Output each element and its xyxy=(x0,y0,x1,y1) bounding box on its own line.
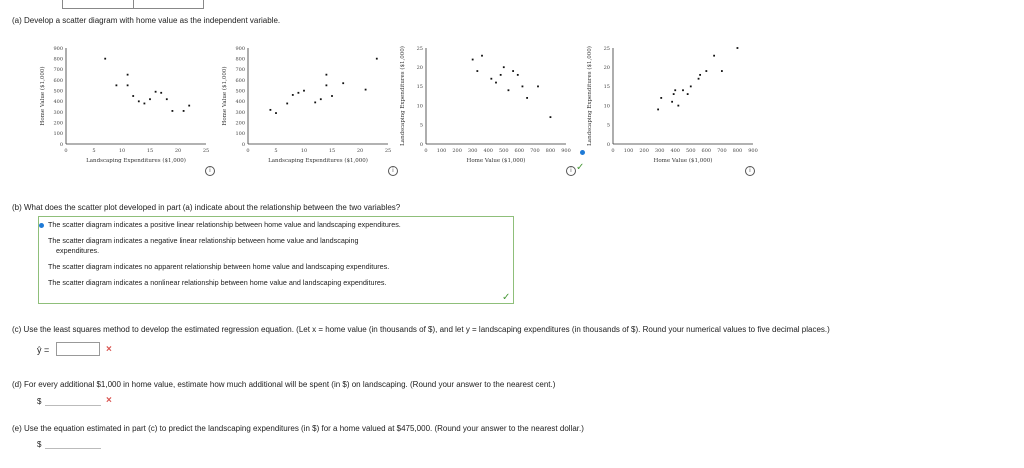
data-point xyxy=(166,98,168,100)
y-tick-label: 0 xyxy=(241,141,245,148)
x-tick-label: 900 xyxy=(748,148,758,154)
x-tick-label: 10 xyxy=(118,148,126,154)
data-point xyxy=(188,105,190,107)
y-tick-label: 400 xyxy=(53,99,63,106)
option-no-relationship[interactable]: The scatter diagram indicates no apparent relationship between home value and landscaping expenditures. xyxy=(48,262,390,271)
data-point xyxy=(172,110,174,112)
data-point xyxy=(127,74,129,76)
data-point xyxy=(144,103,146,105)
data-point xyxy=(537,86,539,88)
y-tick-label: 10 xyxy=(416,103,423,110)
scatter-option-1[interactable] xyxy=(38,40,213,165)
data-point xyxy=(673,93,675,95)
y-tick-label: 10 xyxy=(603,103,610,110)
y-tick-label: 200 xyxy=(235,120,245,127)
x-axis-label: Home Value ($1,000) xyxy=(466,158,526,164)
data-point xyxy=(270,109,272,111)
data-point xyxy=(292,94,294,96)
x-tick-label: 0 xyxy=(611,148,615,154)
data-point xyxy=(674,89,676,91)
wrong-x-icon: × xyxy=(106,344,112,355)
data-point xyxy=(138,100,140,102)
y-tick-label: 800 xyxy=(53,56,63,63)
scatter-option-3[interactable] xyxy=(398,40,576,165)
data-point xyxy=(183,110,185,112)
data-point xyxy=(320,98,322,100)
part-b-options-box xyxy=(38,216,514,304)
data-point xyxy=(698,78,700,80)
data-point xyxy=(522,86,524,88)
info-icon[interactable]: i xyxy=(205,166,215,176)
option-nonlinear[interactable]: The scatter diagram indicates a nonlinear relationship between home value and landscaping expenditures. xyxy=(48,278,387,287)
y-tick-label: 5 xyxy=(419,122,423,129)
data-point xyxy=(365,89,367,91)
data-point xyxy=(376,58,378,60)
y-tick-label: 600 xyxy=(235,77,245,84)
y-tick-label: 700 xyxy=(53,67,63,74)
data-point xyxy=(326,84,328,86)
data-point xyxy=(476,70,478,72)
data-point xyxy=(671,101,673,103)
option-positive-linear[interactable]: The scatter diagram indicates a positive linear relationship between home value and landscaping expenditures. xyxy=(48,220,401,229)
x-tick-label: 500 xyxy=(499,148,509,154)
y-tick-label: 100 xyxy=(53,131,63,138)
x-tick-label: 800 xyxy=(732,148,743,154)
currency-label: $ xyxy=(37,440,42,449)
x-tick-label: 20 xyxy=(174,148,182,154)
x-tick-label: 20 xyxy=(356,148,364,154)
data-point xyxy=(705,70,707,72)
data-point xyxy=(721,70,723,72)
y-tick-label: 20 xyxy=(603,65,610,71)
part-a-question: (a) Develop a scatter diagram with home value as the independent variable. xyxy=(12,16,281,25)
x-tick-label: 300 xyxy=(467,148,478,154)
scatter-option-4[interactable] xyxy=(585,40,760,165)
x-tick-label: 25 xyxy=(384,148,392,154)
x-tick-label: 5 xyxy=(92,148,96,154)
part-d-question: (d) For every additional $1,000 in home value, estimate how much additional will be spent (in $) on landscaping. (Round your answer to the nearest cent.) xyxy=(12,380,556,389)
option-negative-linear-cont[interactable]: expenditures. xyxy=(56,246,100,255)
y-tick-label: 0 xyxy=(59,141,63,148)
data-point xyxy=(512,70,514,72)
yhat-label: ŷ = xyxy=(37,345,50,355)
data-point xyxy=(517,74,519,76)
x-tick-label: 10 xyxy=(300,148,308,154)
x-tick-label: 300 xyxy=(654,148,665,154)
y-axis-label: Landscaping Expenditures ($1,000) xyxy=(400,46,406,146)
top-table-fragment xyxy=(62,0,204,9)
data-point xyxy=(155,91,157,93)
data-point xyxy=(690,86,692,88)
x-axis-label: Landscaping Expenditures ($1,000) xyxy=(268,158,368,164)
y-tick-label: 500 xyxy=(53,88,63,95)
y-tick-label: 700 xyxy=(235,67,245,74)
y-tick-label: 25 xyxy=(603,45,610,52)
data-point xyxy=(526,97,528,99)
data-point xyxy=(286,103,288,105)
y-tick-label: 300 xyxy=(53,109,63,116)
y-tick-label: 0 xyxy=(419,141,423,148)
y-tick-label: 200 xyxy=(53,120,63,127)
x-tick-label: 600 xyxy=(701,148,712,154)
x-tick-label: 500 xyxy=(686,148,696,154)
data-point xyxy=(342,82,344,84)
data-point xyxy=(713,55,715,57)
data-point xyxy=(160,92,162,94)
y-tick-label: 15 xyxy=(603,84,610,91)
x-tick-label: 100 xyxy=(623,148,634,154)
data-point xyxy=(737,47,739,49)
y-tick-label: 600 xyxy=(53,77,63,84)
y-tick-label: 500 xyxy=(235,88,245,95)
y-tick-label: 300 xyxy=(235,109,245,116)
y-tick-label: 400 xyxy=(235,99,245,106)
x-tick-label: 15 xyxy=(328,148,336,154)
part-b-question: (b) What does the scatter plot developed in part (a) indicate about the relationship between the two variables? xyxy=(12,203,401,212)
data-point xyxy=(503,66,505,68)
part-c-question: (c) Use the least squares method to develop the estimated regression equation. (Let x = home value (in thousands of $), and let y = landscaping expenditures (in thousands of $). Round your numerical values to five decimal places.) xyxy=(12,325,830,334)
data-point xyxy=(699,74,701,76)
data-point xyxy=(275,112,277,114)
correct-check-icon: ✓ xyxy=(502,292,511,303)
x-axis-label: Home Value ($1,000) xyxy=(653,158,713,164)
x-tick-label: 700 xyxy=(530,148,540,154)
x-tick-label: 100 xyxy=(436,148,447,154)
x-tick-label: 0 xyxy=(64,148,68,154)
data-point xyxy=(677,105,679,107)
x-tick-label: 0 xyxy=(424,148,428,154)
data-point xyxy=(303,90,305,92)
data-point xyxy=(495,82,497,84)
landscaping-per-1000-input[interactable] xyxy=(45,393,101,406)
data-point xyxy=(687,93,689,95)
y-tick-label: 800 xyxy=(235,56,245,63)
currency-label: $ xyxy=(37,397,42,406)
x-tick-label: 0 xyxy=(246,148,250,154)
correct-check-icon: ✓ xyxy=(576,162,585,173)
x-tick-label: 700 xyxy=(717,148,727,154)
x-tick-label: 25 xyxy=(202,148,210,154)
info-icon[interactable]: i xyxy=(566,166,576,176)
y-axis-label: Home Value ($1,000) xyxy=(40,66,46,126)
data-point xyxy=(331,95,333,97)
data-point xyxy=(116,84,118,86)
scatter-option-2[interactable] xyxy=(220,40,395,165)
data-point xyxy=(127,84,129,86)
data-point xyxy=(550,116,552,118)
info-icon[interactable]: i xyxy=(745,166,755,176)
x-tick-label: 200 xyxy=(452,148,462,154)
y-tick-label: 100 xyxy=(235,131,245,138)
x-tick-label: 200 xyxy=(639,148,649,154)
data-point xyxy=(472,59,474,61)
data-point xyxy=(132,95,134,97)
x-tick-label: 900 xyxy=(561,148,571,154)
y-axis-label: Landscaping Expenditures ($1,000) xyxy=(587,46,593,146)
x-tick-label: 400 xyxy=(670,148,680,154)
info-icon[interactable]: i xyxy=(388,166,398,176)
x-tick-label: 15 xyxy=(146,148,154,154)
data-point xyxy=(508,89,510,91)
selected-radio-icon[interactable] xyxy=(39,223,44,228)
y-tick-label: 5 xyxy=(606,122,610,129)
data-point xyxy=(481,55,483,57)
x-tick-label: 600 xyxy=(514,148,525,154)
y-tick-label: 25 xyxy=(416,45,423,52)
data-point xyxy=(490,78,492,80)
part-e-question: (e) Use the equation estimated in part (c) to predict the landscaping expenditures (in $) for a home valued at $475,000. (Round your answer to the nearest dollar.) xyxy=(12,424,584,433)
regression-equation-input[interactable] xyxy=(56,342,100,356)
data-point xyxy=(149,98,151,100)
y-tick-label: 15 xyxy=(416,84,423,91)
y-tick-label: 0 xyxy=(606,141,610,148)
x-tick-label: 400 xyxy=(483,148,493,154)
data-point xyxy=(314,102,316,104)
option-negative-linear[interactable]: The scatter diagram indicates a negative linear relationship between home value and landscaping xyxy=(48,236,359,245)
y-tick-label: 20 xyxy=(416,65,423,71)
x-axis-label: Landscaping Expenditures ($1,000) xyxy=(86,158,186,164)
data-point xyxy=(657,109,659,111)
data-point xyxy=(682,89,684,91)
wrong-x-icon: × xyxy=(106,395,112,406)
data-point xyxy=(104,58,106,60)
data-point xyxy=(500,74,502,76)
y-tick-label: 900 xyxy=(53,45,63,52)
y-tick-label: 900 xyxy=(235,45,245,52)
data-point xyxy=(326,74,328,76)
data-point xyxy=(298,92,300,94)
x-tick-label: 5 xyxy=(274,148,278,154)
data-point xyxy=(660,97,662,99)
x-tick-label: 800 xyxy=(545,148,556,154)
y-axis-label: Home Value ($1,000) xyxy=(222,66,228,126)
predicted-expenditure-input[interactable] xyxy=(45,436,101,449)
